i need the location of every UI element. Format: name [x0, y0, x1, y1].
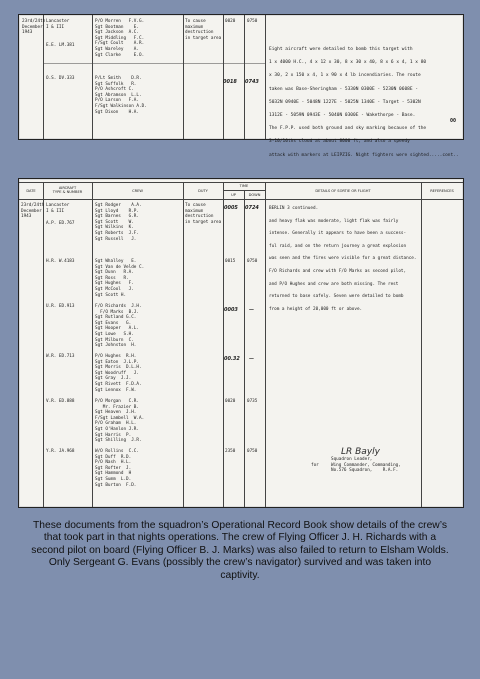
- time-down: 0743: [245, 79, 259, 85]
- record-sheet-1: [18, 14, 464, 158]
- time-up: 0018: [223, 79, 237, 85]
- crew-list: P/O Hughes R.H. Sgt Eaton J.L.P. Sgt Morris D.L.H. Sgt Woodruff J. Sgt Gray J.J. Sgt Rivett F.D.A. Sgt Lennox F.W.: [95, 354, 142, 393]
- duty-text: To cause maximum destruction in target area: [185, 19, 222, 41]
- header-crew: CREW: [132, 189, 143, 193]
- row-rule: [43, 63, 265, 64]
- record-date: 23rd/24th December 1943: [21, 203, 45, 220]
- time-down: 0750: [247, 259, 258, 264]
- crew-list: Sgt Whalley E. Sgt Van de Velde C. Sgt Dunn R.A. Sgt Ross R. Sgt Hughes F. Sgt McCool J. Sgt Scott H.: [95, 259, 145, 298]
- time-down: 0750: [247, 449, 258, 454]
- time-up: 0015: [225, 259, 236, 264]
- aircraft-ident: A.P. ED.767: [46, 221, 75, 226]
- aircraft-type: Lancaster I & III: [46, 19, 70, 30]
- time-down: —: [249, 307, 254, 313]
- header-rule: [19, 199, 463, 200]
- aircraft-ident: U.R. ED.913: [46, 304, 75, 309]
- column-rule: [265, 182, 266, 507]
- time-down: 0724: [245, 205, 259, 211]
- column-rule: [244, 15, 245, 139]
- crew-list: P/Lt Smith D.R. Sgt Suffolk R. P/O Ashcroft C. Sgt Abramson L.L. P/O Larson F.A. F/Sgt Walkinson A.D. Sgt Dixon H.A.: [95, 76, 147, 115]
- header-aircraft: AIRCRAFT TYPE & NUMBER: [52, 186, 83, 194]
- time-up: 00.32: [224, 356, 240, 362]
- page-number: 00: [450, 118, 457, 124]
- header-time: TIME: [239, 184, 249, 188]
- aircraft-ident: Y.R. JA.968: [46, 449, 75, 454]
- column-rule: [183, 182, 184, 507]
- column-rule: [223, 182, 224, 507]
- aircraft-ident: H.R. W.4183: [46, 259, 75, 264]
- column-rule: [223, 15, 224, 139]
- record-sheet-2: [18, 178, 464, 508]
- commander-signature: LR Bayly: [341, 447, 380, 457]
- crew-list: P/O Morren F.V.G. Sgt Bootman E. Sgt Jackson A.C. Sgt Middling F.C. F/Sgt Coult A.R. Sgt Wareley A. Sgt Clarke E.O.: [95, 19, 145, 58]
- column-rule: [265, 15, 266, 139]
- sortie-details: Eight aircraft were detailed to bomb this target with 1 x 4000 H.C., 4 x 12 x 30, 8 x 30 x 40, 8 x 6 x 4, 1 x 80 x 30, 2 x 150 x 4, 1 x 90 x 4 lb incendiaries. The route taken was Base-Sheringham - 5330N 0300E - 5230N 0608E - 5032N 0940E - 5048N 1227E - 5025N 1340E - Target - 5302N 1312E - 5059N 0943E - 5040N 0300E - Wakethorpe - Base. The F.P.P. used both ground and sky marking because of the 3-10/10ths cloud at about 8000 ft, and also a speedy attack with markers at LEIPZIG. Night fighters were sighted.....cont..: [269, 47, 459, 158]
- column-rule: [183, 15, 184, 139]
- sortie-details: BERLIN 3 continued. and heavy flak was moderate, light flak was fairly intense. Generally it appears to have been a success- ful raid, and on the return journey a great explosion was seen and the fires were visible for a great distance. F/O Richards and crew with F/O Marks as second pilot, and P/O Hughes and crew are both missing. The rest returned to base safely. Seven were detailed to bomb from a height of 20,000 ft or above.: [269, 206, 417, 312]
- aircraft-ident: E.E. LM.381: [46, 43, 75, 48]
- time-up: 2350: [225, 449, 236, 454]
- time-down: —: [249, 356, 254, 362]
- for-label: for: [311, 463, 319, 468]
- aircraft-ident: O.S. DV.333: [46, 76, 75, 81]
- header-references: REFERENCES: [430, 189, 454, 193]
- column-rule: [92, 182, 93, 507]
- crew-list: W/O Rollins C.C. Sgt Duff R.D. P/O Nash H.L. Sgt Rofter J. Sgt Hammond H Sgt Summ L.D. Sgt Burton F.D.: [95, 449, 139, 488]
- crew-list: F/O Richards J.H. F/O Marks B.J. Sgt Rutland G.C. Sgt Evans G. Sgt Hooper A.L. Sgt Lowe S.H. Sgt Milburn C. Sgt Johnston H.: [95, 304, 142, 349]
- duty-text: To cause maximum destruction in target area: [185, 203, 222, 225]
- column-rule: [92, 15, 93, 139]
- time-down: 0735: [247, 399, 258, 404]
- column-rule: [244, 190, 245, 507]
- crew-list: P/O Morgan C.R. Mr. Frazier B. Sgt Heaven J.H. F/Sgt Lambell W.A. P/O Graham H.L. Sgt O'Hanlon J.R. Sgt Harris P. Sgt Shilling J.R.: [95, 399, 145, 444]
- header-details: DETAILS OF SORTIE OR FLIGHT: [315, 189, 371, 193]
- header-rule: [19, 182, 463, 183]
- aircraft-type: Lancaster I & III: [46, 203, 70, 214]
- time-up: 0005: [224, 205, 238, 211]
- header-duty: DUTY: [198, 189, 208, 193]
- header-up: UP: [231, 193, 236, 197]
- time-down: 0750: [247, 19, 258, 24]
- time-up: 0003: [224, 307, 238, 313]
- column-rule: [43, 182, 44, 507]
- header-down: DOWN: [248, 193, 261, 197]
- time-up: 0020: [225, 19, 236, 24]
- crew-list: Sgt Rodger A.A. Sgt Lloyd R.P. Sgt Barnes G.R. Sgt Scott W. Sgt Wilkins K. Sgt Roberts J.F. Sgt Russell J.: [95, 203, 142, 242]
- header-date: DATE: [26, 189, 36, 193]
- column-rule: [421, 182, 422, 507]
- time-up: 0020: [225, 399, 236, 404]
- aircraft-ident: W.R. ED.713: [46, 354, 75, 359]
- record-date: 23rd/24th December 1943: [22, 19, 46, 36]
- signature-block: Squadron Leader, Wing Commander, Commanding, No.576 Squadron, R.A.F.: [331, 457, 401, 474]
- aircraft-ident: V.R. ED.888: [46, 399, 75, 404]
- photo-caption: These documents from the squadron’s Operational Record Book show details of the crew’s that took part in that nights operations. The crew of Flying Officer J. H. Richards with a second pilot on board (Flying Officer B. J. Marks) was also failed to return to Elsham Wolds. Only Sergeant G. Evans (possibly the crew’s navigator) survived and was taken into captivity.: [31, 520, 449, 581]
